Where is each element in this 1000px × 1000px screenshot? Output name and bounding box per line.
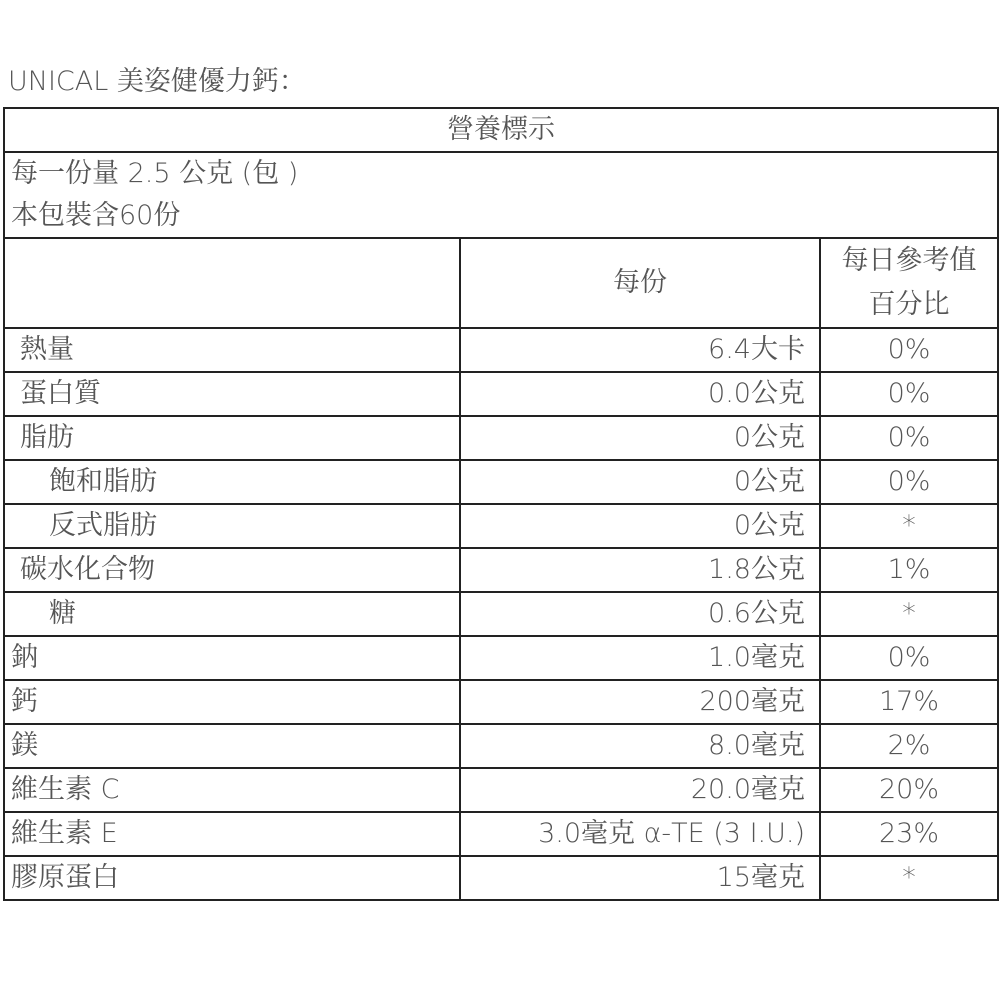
per-serving-header: 每份 (460, 238, 820, 328)
table-row (4, 856, 998, 900)
table-row (4, 636, 998, 680)
nutrient-amount: 3.0毫克 α-TE (3 I.U.) (460, 812, 820, 856)
nutrient-daily-value: 0% (820, 636, 998, 680)
nutrient-daily-value: 0% (820, 416, 998, 460)
daily-value-header-line1: 每日參考值 (841, 245, 977, 276)
nutrient-amount: 6.4大卡 (460, 328, 820, 372)
nutrient-name: 鈣 (4, 680, 460, 724)
nutrient-amount: 0.0公克 (460, 372, 820, 416)
column-header-row (4, 238, 998, 328)
table-title-row (4, 108, 998, 152)
daily-value-header-line2: 百分比 (868, 289, 950, 320)
nutrient-daily-value: 0% (820, 328, 998, 372)
servings-per-pack: 本包裝含60份 (11, 200, 181, 231)
serving-info-row (4, 152, 998, 238)
nutrient-amount: 8.0毫克 (460, 724, 820, 768)
serving-info (4, 152, 998, 238)
nutrient-amount: 0公克 (460, 504, 820, 548)
nutrient-amount: 20.0毫克 (460, 768, 820, 812)
table-row (4, 372, 998, 416)
nutrient-name: 維生素 E (4, 812, 460, 856)
table-row (4, 504, 998, 548)
table-row (4, 416, 998, 460)
nutrient-daily-value: * (820, 856, 998, 900)
nutrient-daily-value: 17% (820, 680, 998, 724)
nutrient-daily-value: 1% (820, 548, 998, 592)
nutrient-name: 熱量 (4, 328, 460, 372)
nutrient-amount: 15毫克 (460, 856, 820, 900)
table-title: 營養標示 (4, 108, 998, 152)
nutrient-daily-value: 20% (820, 768, 998, 812)
nutrient-amount: 1.8公克 (460, 548, 820, 592)
table-row (4, 768, 998, 812)
serving-size: 每一份量 2.5 公克 (包 ) (11, 158, 299, 189)
nutrient-amount: 0公克 (460, 460, 820, 504)
nutrition-facts-table (3, 107, 999, 901)
nutrient-amount: 0.6公克 (460, 592, 820, 636)
nutrient-name: 碳水化合物 (4, 548, 460, 592)
table-row (4, 724, 998, 768)
nutrient-daily-value: 0% (820, 372, 998, 416)
header-blank-cell (4, 238, 460, 328)
nutrient-name: 鎂 (4, 724, 460, 768)
nutrient-daily-value: 0% (820, 460, 998, 504)
nutrient-name: 維生素 C (4, 768, 460, 812)
nutrient-amount: 1.0毫克 (460, 636, 820, 680)
nutrient-daily-value: * (820, 504, 998, 548)
nutrient-daily-value: * (820, 592, 998, 636)
nutrient-amount: 0公克 (460, 416, 820, 460)
nutrient-daily-value: 23% (820, 812, 998, 856)
nutrient-name: 鈉 (4, 636, 460, 680)
nutrient-name: 脂肪 (4, 416, 460, 460)
nutrient-name: 糖 (4, 592, 460, 636)
table-row (4, 812, 998, 856)
nutrient-name: 反式脂肪 (4, 504, 460, 548)
table-row (4, 680, 998, 724)
nutrient-daily-value: 2% (820, 724, 998, 768)
table-row (4, 592, 998, 636)
daily-value-header (820, 238, 998, 328)
table-row (4, 328, 998, 372)
table-row (4, 548, 998, 592)
nutrient-name: 膠原蛋白 (4, 856, 460, 900)
nutrient-name: 蛋白質 (4, 372, 460, 416)
nutrient-amount: 200毫克 (460, 680, 820, 724)
product-heading: UNICAL 美姿健優力鈣： (8, 66, 306, 97)
table-row (4, 460, 998, 504)
nutrient-name: 飽和脂肪 (4, 460, 460, 504)
